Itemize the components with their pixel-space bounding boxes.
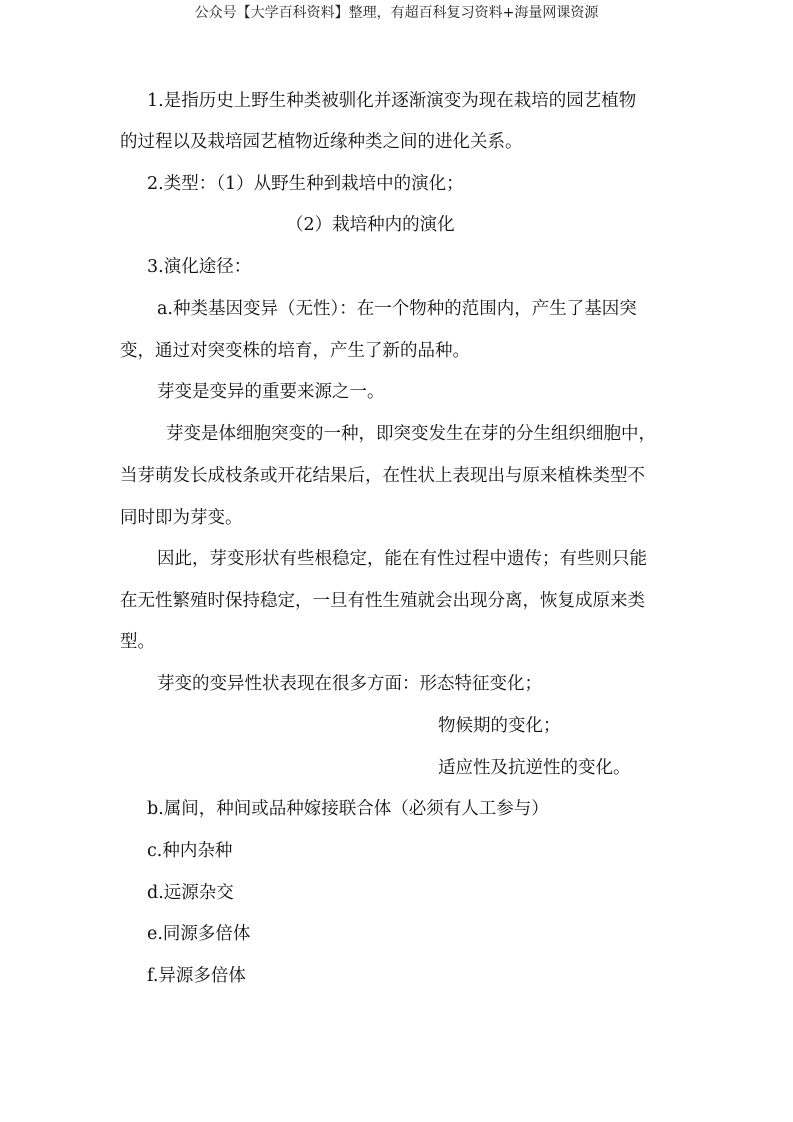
bud-traits-line-2: 物候期的变化； [438,716,561,736]
bud-definition-line-2: 当芽萌发长成枝条或开花结果后，在性状上表现出与原来植株类型不 [120,466,645,486]
bud-traits-line-1: 芽变的变异性状表现在很多方面：形态特征变化； [157,674,542,694]
bud-stability-line-1: 因此，芽变形状有些根稳定，能在有性过程中遗传；有些则只能 [157,549,647,569]
item-e: e.同源多倍体 [147,924,251,944]
item-b: b.属间，种间或品种嫁接联合体（必须有人工参与） [147,799,549,819]
item-a-line-1: a.种类基因变异（无性）：在一个物种的范围内，产生了基因突 [157,299,637,319]
types-line-1: 2.类型：（1）从野生种到栽培中的演化； [147,174,464,194]
paths-title: 3.演化途径： [147,257,252,277]
item-f: f.异源多倍体 [147,966,246,986]
bud-stability-line-2: 在无性繁殖时保持稳定，一旦有性生殖就会出现分离，恢复成原来类 [120,591,645,611]
bud-definition-line-3: 同时即为芽变。 [120,508,243,528]
bud-definition-line-1: 芽变是体细胞突变的一种，即突变发生在芽的分生组织细胞中， [166,424,656,444]
bud-stability-line-3: 型。 [120,632,155,652]
item-a-line-2: 变，通过对突变株的培育，产生了新的品种。 [120,341,470,361]
types-line-2: （2）栽培种内的演化 [286,215,455,235]
bud-source-line: 芽变是变异的重要来源之一。 [157,382,385,402]
item-d: d.远源杂交 [147,883,234,903]
page-header: 公众号【大学百科资料】整理，有超百科复习资料+海量网课资源 [194,5,599,21]
item-c: c.种内杂种 [147,841,233,861]
definition-line-2: 的过程以及栽培园艺植物近缘种类之间的进化关系。 [120,132,523,152]
definition-line-1: 1.是指历史上野生种类被驯化并逐渐演变为现在栽培的园艺植物 [147,91,637,111]
bud-traits-line-3: 适应性及抗逆性的变化。 [438,758,631,778]
